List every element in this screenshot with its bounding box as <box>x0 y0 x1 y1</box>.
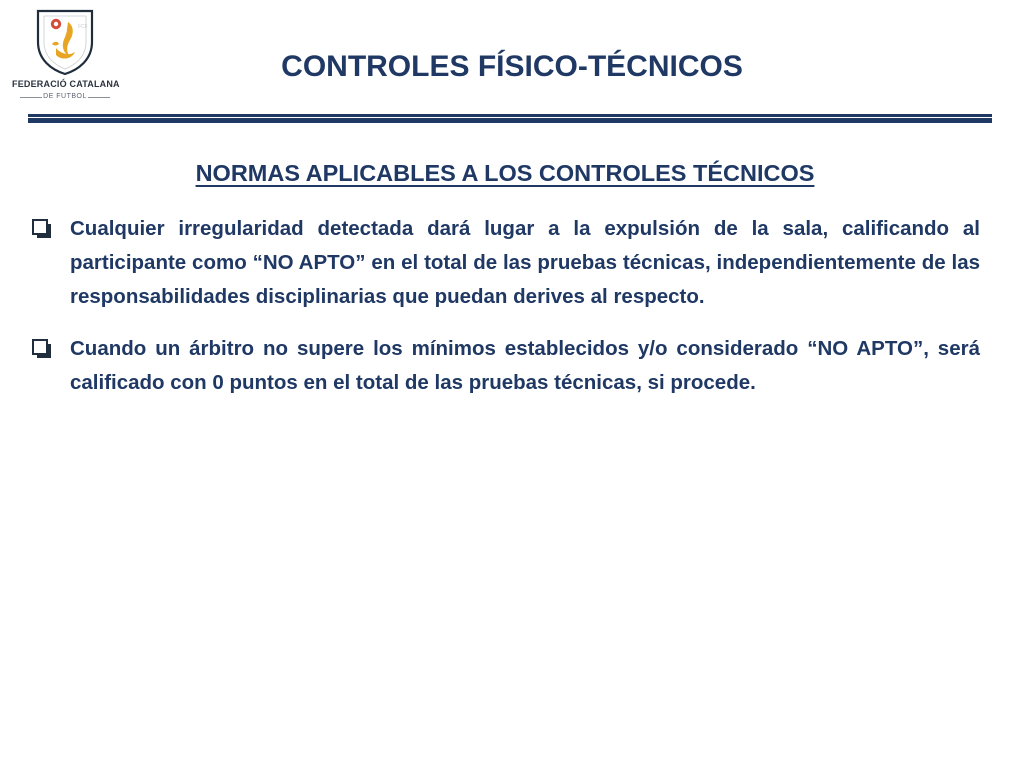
rule-item <box>30 332 980 400</box>
section-heading: NORMAS APLICABLES A LOS CONTROLES TÉCNICOS <box>195 160 815 186</box>
rule-item <box>30 212 980 314</box>
page-title: CONTROLES FÍSICO-TÉCNICOS <box>281 50 743 83</box>
rule-text: Cuando un árbitro no supere los mínimos establecidos y/o considerado “NO APTO”, será calificado con 0 puntos en el total de las pruebas técnicas, si procede. <box>70 337 980 394</box>
header-divider <box>28 114 992 123</box>
rule-text: Cualquier irregularidad detectada dará lugar a la expulsión de la sala, calificando al participante como “NO APTO” en el total de las pruebas técnicas, independientemente de las responsabilidades disciplinarias que puedan derives al respecto. <box>70 217 980 308</box>
checkbox-square-icon <box>32 339 52 359</box>
logo-subtitle: DE FUTBOL <box>43 93 87 100</box>
checkbox-square-icon <box>32 219 52 239</box>
logo-badge-text: FCF <box>78 24 88 30</box>
logo-name: FEDERACIÓ CATALANA <box>12 79 120 89</box>
rules-list <box>30 212 980 418</box>
logo-sub-rule-right <box>88 97 110 98</box>
